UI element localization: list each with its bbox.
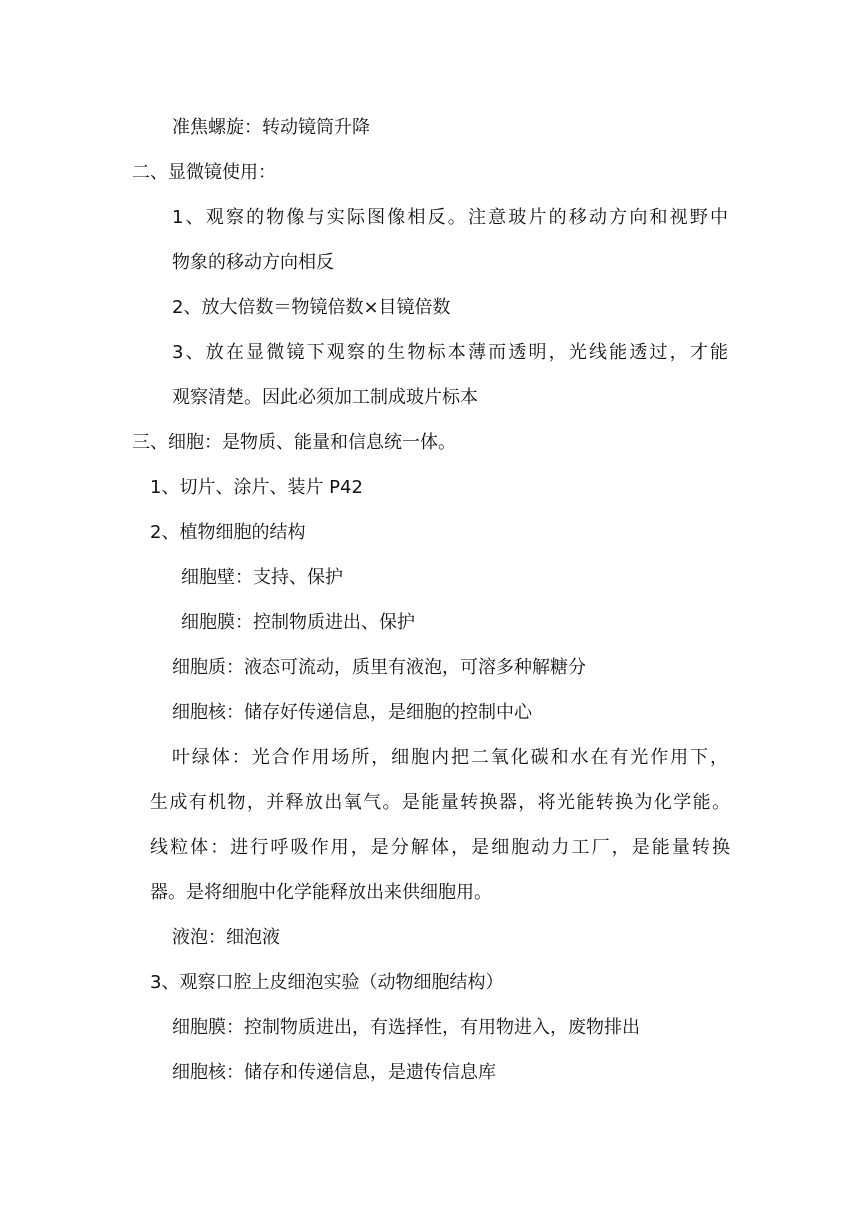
text-line-observation-1: 1、观察的物像与实际图像相反。注意玻片的移动方向和视野中	[172, 207, 728, 228]
text-line-mitochondria-1: 线粒体：进行呼吸作用，是分解体，是细胞动力工厂，是能量转换	[150, 837, 730, 858]
section-heading-cell: 三、细胞：是物质、能量和信息统一体。	[132, 432, 456, 453]
text-line-cell-membrane: 细胞膜：控制物质进出、保护	[181, 612, 415, 633]
text-line-cheek-cell-experiment: 3、观察口腔上皮细泡实验（动物细胞结构）	[150, 972, 504, 993]
text-line-specimen-2: 观察清楚。因此必须加工制成玻片标本	[172, 387, 478, 408]
text-line-cell-wall: 细胞壁：支持、保护	[181, 567, 343, 588]
text-line-animal-cell-membrane: 细胞膜：控制物质进出，有选择性，有用物进入，废物排出	[172, 1017, 640, 1038]
text-line-nucleus: 细胞核：储存好传递信息，是细胞的控制中心	[172, 702, 532, 723]
text-line-plant-cell-structure: 2、植物细胞的结构	[150, 522, 306, 543]
text-line-chloroplast-1: 叶绿体：光合作用场所，细胞内把二氧化碳和水在有光作用下，	[172, 747, 728, 768]
text-line-mitochondria-2: 器。是将细胞中化学能释放出来供细胞用。	[150, 882, 492, 903]
text-line-magnification: 2、放大倍数＝物镜倍数×目镜倍数	[172, 297, 451, 318]
text-line-vacuole: 液泡：细泡液	[172, 927, 280, 948]
text-line-specimen-1: 3、放在显微镜下观察的生物标本薄而透明，光线能透过，才能	[172, 342, 728, 363]
text-line-slides: 1、切片、涂片、装片 P42	[150, 477, 363, 498]
text-line-observation-2: 物象的移动方向相反	[172, 252, 334, 273]
section-heading-microscope-use: 二、显微镜使用：	[132, 162, 276, 183]
text-line-focus-knob: 准焦螺旋：转动镜筒升降	[172, 117, 370, 138]
text-line-animal-cell-nucleus: 细胞核：储存和传递信息，是遗传信息库	[172, 1062, 496, 1083]
text-line-cytoplasm: 细胞质：液态可流动，质里有液泡，可溶多种解糖分	[172, 657, 586, 678]
text-line-chloroplast-2: 生成有机物，并释放出氧气。是能量转换器，将光能转换为化学能。	[150, 792, 730, 813]
